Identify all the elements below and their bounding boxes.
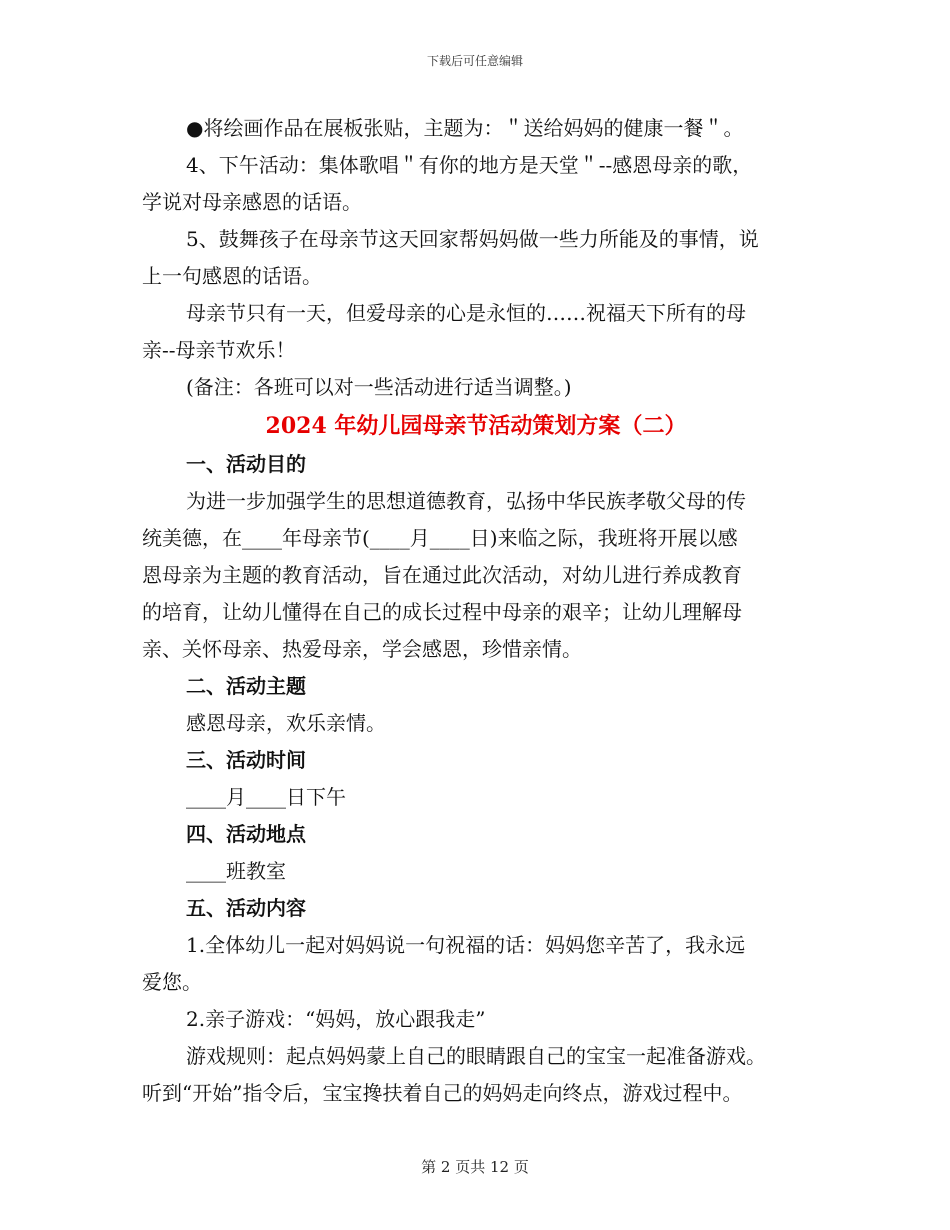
- paragraph-line: 感恩母亲，欢乐亲情。: [186, 711, 386, 735]
- page-header: 下载后可任意编辑: [426, 54, 523, 68]
- paragraph-line: 学说对母亲感恩的话语。: [142, 190, 362, 214]
- section-heading: 四、活动地点: [186, 822, 306, 846]
- paragraph-line: 2.亲子游戏：“妈妈，放心跟我走”: [186, 1007, 486, 1031]
- paragraph-line: 5、鼓舞孩子在母亲节这天回家帮妈妈做一些力所能及的事情，说: [186, 227, 759, 251]
- paragraph-line: 上一句感恩的话语。: [142, 264, 322, 288]
- section-heading: 五、活动内容: [186, 896, 306, 920]
- section-heading: 一、活动目的: [186, 452, 306, 476]
- paragraph-line: 听到“开始”指令后，宝宝搀扶着自己的妈妈走向终点，游戏过程中。: [142, 1081, 743, 1105]
- paragraph-line: 亲--母亲节欢乐！: [142, 338, 296, 362]
- paragraph-line: 亲、关怀母亲、热爱母亲，学会感恩，珍惜亲情。: [142, 637, 582, 661]
- paragraph-line: 母亲节只有一天，但爱母亲的心是永恒的……祝福天下所有的母: [186, 301, 746, 325]
- document-body: [142, 110, 810, 1112]
- page-footer: 第 2 页共 12 页: [421, 1158, 529, 1176]
- paragraph-line: 的培育，让幼儿懂得在自己的成长过程中母亲的艰辛；让幼儿理解母: [142, 600, 742, 624]
- paragraph-line: 爱您。: [142, 970, 202, 994]
- paragraph-line: ●将绘画作品在展板张贴，主题为：＂送给妈妈的健康一餐＂。: [186, 116, 744, 140]
- paragraph-line: (备注：各班可以对一些活动进行适当调整。): [186, 375, 572, 399]
- paragraph-line: 为进一步加强学生的思想道德教育，弘扬中华民族孝敬父母的传: [186, 489, 746, 513]
- paragraph-line: ____班教室: [186, 859, 286, 883]
- paragraph-line: ____月____日下午: [186, 785, 346, 809]
- section-heading: 二、活动主题: [186, 674, 306, 698]
- paragraph-line: 4、下午活动：集体歌唱＂有你的地方是天堂＂--感恩母亲的歌，: [186, 153, 753, 177]
- paragraph-line: 游戏规则：起点妈妈蒙上自己的眼睛跟自己的宝宝一起准备游戏。: [186, 1044, 766, 1068]
- section-title: 2024 年幼儿园母亲节活动策划方案（二）: [265, 413, 687, 439]
- paragraph-line: 恩母亲为主题的教育活动，旨在通过此次活动，对幼儿进行养成教育: [142, 563, 742, 587]
- section-heading: 三、活动时间: [186, 748, 306, 772]
- paragraph-line: 1.全体幼儿一起对妈妈说一句祝福的话：妈妈您辛苦了，我永远: [186, 933, 746, 957]
- paragraph-line: 统美德，在____年母亲节(____月____日)来临之际，我班将开展以感: [142, 526, 738, 550]
